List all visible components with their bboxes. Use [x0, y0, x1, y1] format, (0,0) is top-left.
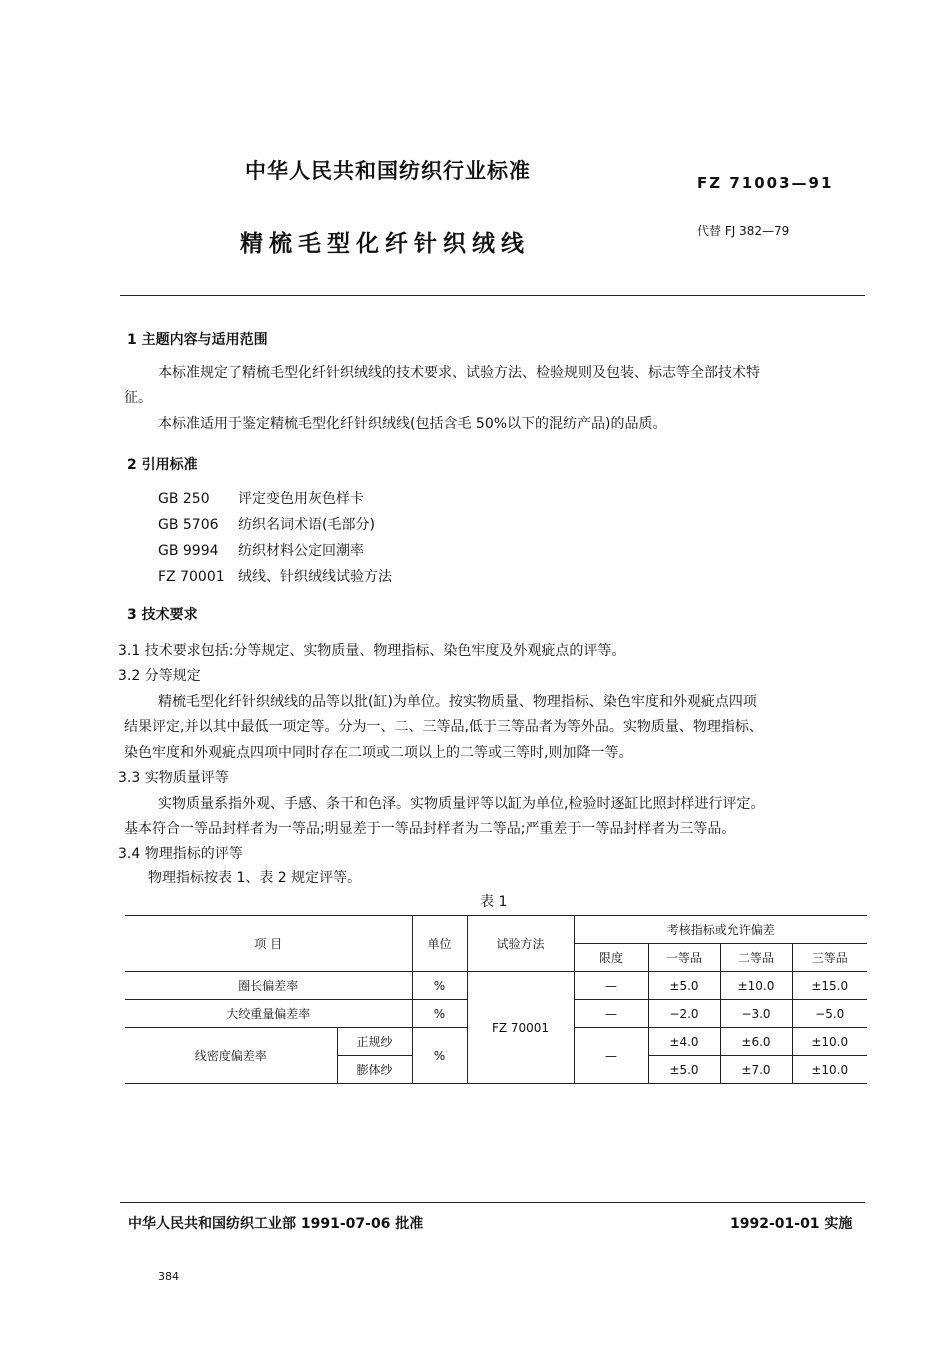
- reference-item: [158, 566, 392, 586]
- header-limit: 限度: [574, 944, 648, 972]
- reference-code: GB 250: [158, 491, 210, 507]
- approval-note: 中华人民共和国纺织工业部 1991-07-06 批准: [128, 1216, 424, 1232]
- reference-name: 纺织名词术语(毛部分): [238, 517, 375, 533]
- section2-heading: 2 引用标准: [127, 457, 198, 473]
- row-grade2: −3.0: [720, 1000, 792, 1028]
- row-grade1: ±5.0: [648, 972, 720, 1000]
- header-item: 项 目: [125, 916, 412, 972]
- effective-date: 1992-01-01 实施: [730, 1216, 853, 1232]
- row-grade2: ±10.0: [720, 972, 792, 1000]
- clause-3-4-text: 物理指标按表 1、表 2 规定评等。: [148, 870, 362, 886]
- clause-3-2-line1: 精梳毛型化纤针织绒线的品等以批(缸)为单位。按实物质量、物理指标、染色牢度和外观疵点四项: [158, 694, 757, 710]
- page-number: 384: [158, 1270, 179, 1283]
- reference-name: 绒线、针织绒线试验方法: [238, 569, 392, 585]
- test-method: FZ 70001: [467, 972, 574, 1084]
- row-unit: %: [412, 1028, 467, 1084]
- section1-para1-line1: 本标准规定了精梳毛型化纤针织绒线的技术要求、试验方法、检验规则及包装、标志等全部技术特: [158, 365, 760, 381]
- header-grade3: 三等品: [792, 944, 867, 972]
- row-item: 大绞重量偏差率: [125, 1000, 412, 1028]
- clause-3-2-line3: 染色牢度和外观疵点四项中同时存在二项或二项以上的二等或三等时,则加降一等。: [124, 745, 633, 761]
- row-limit: —: [574, 1028, 648, 1084]
- reference-item: [158, 540, 364, 560]
- row-grade3: ±10.0: [792, 1056, 867, 1084]
- clause-3-3-line1: 实物质量系指外观、手感、条干和色泽。实物质量评等以缸为单位,检验时逐缸比照封样进行评定。: [158, 796, 765, 812]
- row-grade1: −2.0: [648, 1000, 720, 1028]
- row-grade2: ±7.0: [720, 1056, 792, 1084]
- standard-name: 中华人民共和国纺织行业标准: [245, 159, 531, 183]
- footer-divider: [120, 1202, 865, 1203]
- header-divider: [120, 295, 865, 296]
- table-row: [125, 972, 867, 1000]
- header-unit: 单位: [412, 916, 467, 972]
- reference-item: [158, 514, 375, 534]
- reference-name: 纺织材料公定回潮率: [238, 543, 364, 559]
- header-grade1: 一等品: [648, 944, 720, 972]
- clause-3-2-line2: 结果评定,并以其中最低一项定等。分为一、二、三等品,低于三等品者为等外品。实物质量、物理指标、: [124, 719, 763, 735]
- header-index-group: 考核指标或允许偏差: [574, 916, 867, 944]
- row-unit: %: [412, 972, 467, 1000]
- document-title: 精梳毛型化纤针织绒线: [240, 231, 530, 257]
- row-unit: %: [412, 1000, 467, 1028]
- row-grade1: ±5.0: [648, 1056, 720, 1084]
- row-grade2: ±6.0: [720, 1028, 792, 1056]
- section3-heading: 3 技术要求: [127, 607, 198, 623]
- row-subitem: 膨体纱: [337, 1056, 412, 1084]
- clause-3-3-line2: 基本符合一等品封样者为一等品;明显差于一等品封样者为二等品;严重差于一等品封样者为三等品。: [124, 821, 736, 837]
- header-method: 试验方法: [467, 916, 574, 972]
- row-item: 线密度偏差率: [125, 1028, 337, 1084]
- table-caption: 表 1: [480, 894, 508, 910]
- reference-code: FZ 70001: [158, 569, 225, 585]
- replaces-note: 代替 FJ 382—79: [697, 224, 790, 238]
- clause-3-2-heading: 3.2 分等规定: [118, 668, 201, 684]
- section1-para2: 本标准适用于鉴定精梳毛型化纤针织绒线(包括含毛 50%以下的混纺产品)的品质。: [158, 416, 667, 432]
- row-limit: —: [574, 972, 648, 1000]
- row-grade3: ±10.0: [792, 1028, 867, 1056]
- row-grade3: −5.0: [792, 1000, 867, 1028]
- reference-code: GB 5706: [158, 517, 219, 533]
- row-grade3: ±15.0: [792, 972, 867, 1000]
- row-grade1: ±4.0: [648, 1028, 720, 1056]
- physical-index-table: [125, 915, 867, 1084]
- reference-item: [158, 488, 364, 508]
- row-limit: —: [574, 1000, 648, 1028]
- clause-3-3-heading: 3.3 实物质量评等: [118, 770, 229, 786]
- reference-name: 评定变色用灰色样卡: [238, 491, 364, 507]
- header-grade2: 二等品: [720, 944, 792, 972]
- table-header-row: [125, 916, 867, 944]
- section1-para1-line2: 征。: [124, 390, 152, 406]
- row-item: 圈长偏差率: [125, 972, 412, 1000]
- standard-code: FZ 71003—91: [697, 174, 834, 192]
- reference-code: GB 9994: [158, 543, 219, 559]
- clause-3-1: 3.1 技术要求包括:分等规定、实物质量、物理指标、染色牢度及外观疵点的评等。: [118, 643, 626, 659]
- row-subitem: 正规纱: [337, 1028, 412, 1056]
- section1-heading: 1 主题内容与适用范围: [127, 332, 268, 348]
- clause-3-4-heading: 3.4 物理指标的评等: [118, 846, 243, 862]
